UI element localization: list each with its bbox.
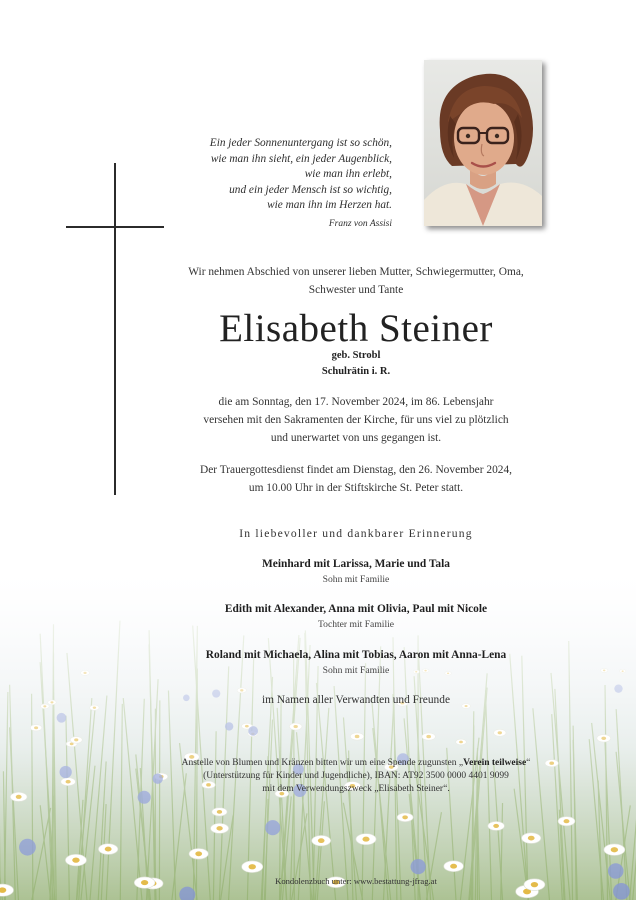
birth-name xyxy=(0,350,636,361)
death-notice-line: versehen mit den Sakramenten der Kirche, für uns viel zu plötzlich xyxy=(203,414,509,426)
family-relation: Tochter mit Familie xyxy=(317,619,395,630)
death-notice-line: und unerwartet von uns gegangen ist. xyxy=(270,432,442,444)
condolence-link[interactable] xyxy=(0,876,636,886)
funeral-line: um 10.00 Uhr in der Stiftskirche St. Peter statt. xyxy=(248,482,464,494)
quote-author: Franz von Assisi xyxy=(328,218,392,229)
relatives-note xyxy=(0,694,636,706)
family-names: Edith mit Alexander, Anna mit Olivia, Paul mit Nicole xyxy=(224,603,488,615)
family-relation: Sohn mit Familie xyxy=(322,574,390,585)
donation-line-1 xyxy=(76,757,636,770)
condolence-text: Kondolenzbuch unter: www.bestattung-jfrag.at xyxy=(275,876,437,886)
donation-line-2: (Unterstützung für Kinder und Jugendliche), IBAN: AT92 3500 0000 4401 9099 xyxy=(203,770,509,781)
deceased-title-text: Schulrätin i. R. xyxy=(321,366,391,377)
donation-line-3: mit dem Verwendungszweck „Elisabeth Steiner“. xyxy=(262,783,450,794)
quote-line: wie man ihn erlebt, xyxy=(304,168,392,181)
deceased-title xyxy=(0,366,636,377)
memorial-quote xyxy=(170,136,392,233)
quote-line: und ein jeder Mensch ist so wichtig, xyxy=(229,183,392,196)
death-notice-line: die am Sonntag, den 17. November 2024, im 86. Lebensjahr xyxy=(218,396,494,408)
portrait-photo xyxy=(424,60,542,226)
donation-suffix: “ xyxy=(526,758,531,768)
family-group xyxy=(0,557,636,587)
quote-line: wie man ihn sieht, ein jeder Augenblick, xyxy=(210,152,392,165)
death-notice xyxy=(0,393,636,447)
quote-line: Ein jeder Sonnenuntergang ist so schön, xyxy=(209,137,392,149)
farewell-intro xyxy=(0,263,636,299)
birth-name-text: geb. Strobl xyxy=(331,350,381,361)
remembrance-text: In liebevoller und dankbarer Erinnerung xyxy=(239,527,473,540)
donation-recipient: Verein teilweise xyxy=(463,758,527,768)
family-group xyxy=(0,648,636,678)
family-names: Meinhard mit Larissa, Marie und Tala xyxy=(262,558,450,570)
deceased-name xyxy=(0,306,636,351)
cross-horizontal-bar xyxy=(66,226,164,228)
donation-request xyxy=(0,757,636,795)
funeral-service xyxy=(0,461,636,497)
deceased-name-text: Elisabeth Steiner xyxy=(219,307,493,350)
quote-line: wie man ihn im Herzen hat. xyxy=(267,199,392,212)
funeral-line: Der Trauergottesdienst findet am Dienstag, den 26. November 2024, xyxy=(199,464,513,476)
remembrance-heading xyxy=(0,527,636,540)
relatives-text: im Namen aller Verwandten und Freunde xyxy=(262,694,450,706)
intro-line: Wir nehmen Abschied von unserer lieben Mutter, Schwiegermutter, Oma, xyxy=(188,266,524,278)
family-group xyxy=(0,602,636,632)
intro-line: Schwester und Tante xyxy=(308,284,404,296)
donation-prefix: Anstelle von Blumen und Kränzen bitten wir um eine Spende zugunsten „ xyxy=(181,758,464,768)
family-names: Roland mit Michaela, Alina mit Tobias, Aaron mit Anna-Lena xyxy=(205,649,507,661)
family-relation: Sohn mit Familie xyxy=(322,665,390,676)
